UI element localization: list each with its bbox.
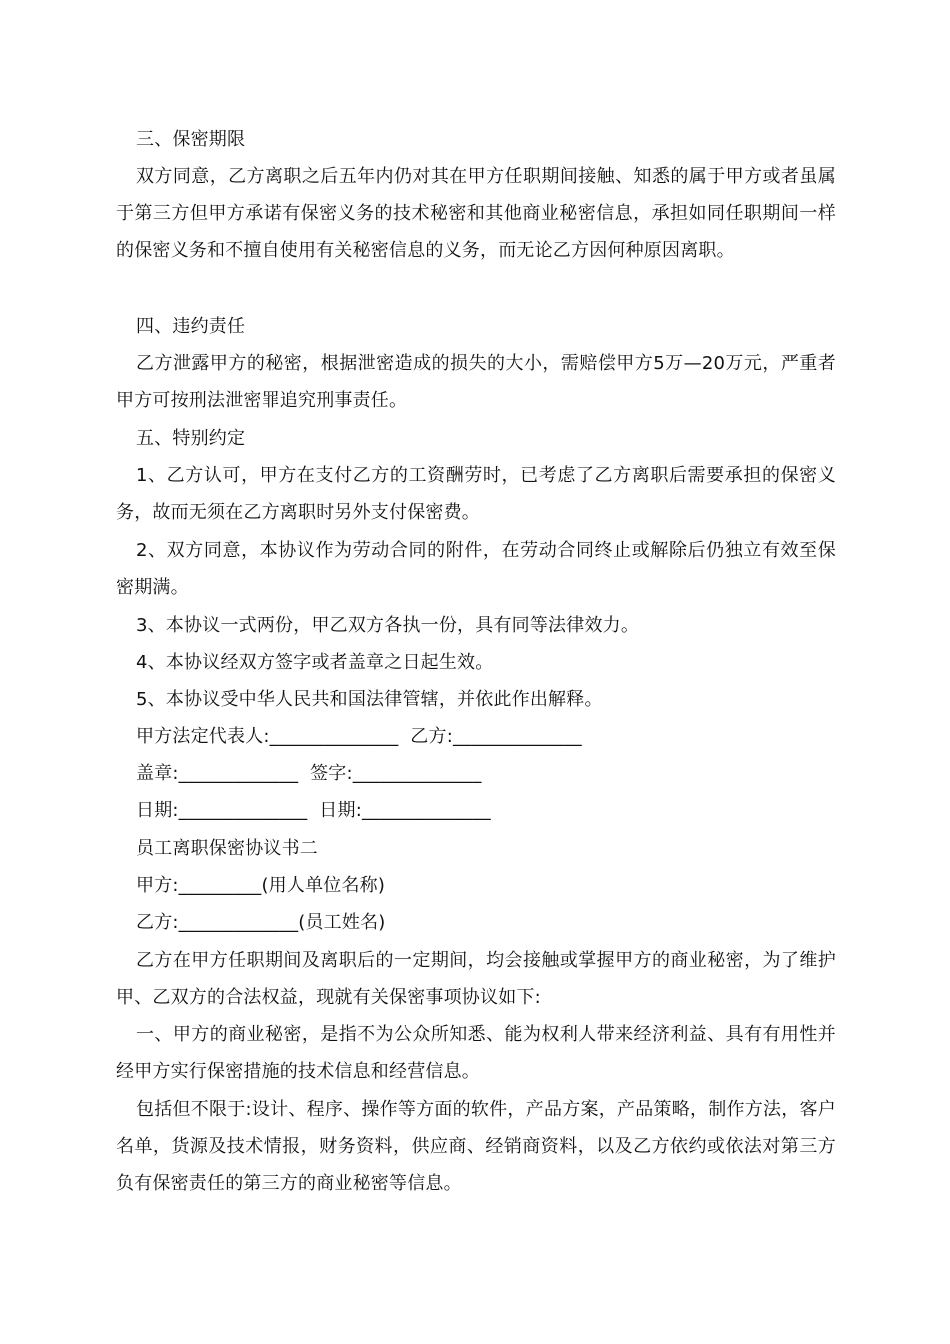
party-a-line: 甲方:_________(用人单位名称) — [136, 875, 386, 896]
section-5-item-2: 2、双方同意，本协议作为劳动合同的附件，在劳动合同终止或解除后仍独立有效至保密期满。 — [116, 540, 836, 598]
signature-line-date: 日期:______________ 日期:______________ — [136, 800, 491, 821]
section-3-title: 三、保密期限 — [136, 129, 246, 150]
second-agreement-intro: 乙方在甲方任职期间及离职后的一定期间，均会接触或掌握甲方的商业秘密，为了维护甲、乙双方的合法权益，现就有关保密事项协议如下: — [116, 950, 836, 1008]
second-agreement-title: 员工离职保密协议书二 — [136, 838, 318, 859]
section-3-body: 双方同意，乙方离职之后五年内仍对其在甲方任职期间接触、知悉的属于甲方或者虽属于第三方但甲方承诺有保密义务的技术秘密和其他商业秘密信息，承担如同任职期间一样的保密义务和不擅自使用有关秘密信息的义务，而无论乙方因何种原因离职。 — [116, 166, 836, 261]
section-5-item-3: 3、本协议一式两份，甲乙双方各执一份，具有同等法律效力。 — [136, 615, 640, 636]
section-5-item-5: 5、本协议受中华人民共和国法律管辖，并依此作出解释。 — [136, 689, 603, 710]
signature-line-representative: 甲方法定代表人:______________ 乙方:______________ — [136, 726, 582, 747]
signature-line-seal: 盖章:_____________ 签字:______________ — [136, 763, 482, 784]
section-5-item-4: 4、本协议经双方签字或者盖章之日起生效。 — [136, 652, 494, 673]
section-4-title: 四、违约责任 — [136, 316, 246, 337]
clause-1: 一、甲方的商业秘密，是指不为公众所知悉、能为权利人带来经济利益、具有有用性并经甲方实行保密措施的技术信息和经营信息。 — [116, 1024, 836, 1082]
section-5-title: 五、特别约定 — [136, 428, 246, 449]
party-b-line: 乙方:_____________(员工姓名) — [136, 912, 386, 933]
section-4-body: 乙方泄露甲方的秘密，根据泄密造成的损失的大小，需赔偿甲方5万—20万元，严重者甲方可按刑法泄密罪追究刑事责任。 — [116, 353, 836, 411]
clause-1-detail: 包括但不限于:设计、程序、操作等方面的软件，产品方案，产品策略，制作方法，客户名单，货源及技术情报，财务资料，供应商、经销商资料，以及乙方依约或依法对第三方负有保密责任的第三方的商业秘密等信息。 — [116, 1099, 836, 1194]
section-5-item-1: 1、乙方认可，甲方在支付乙方的工资酬劳时，已考虑了乙方离职后需要承担的保密义务，故而无须在乙方离职时另外支付保密费。 — [116, 465, 836, 523]
